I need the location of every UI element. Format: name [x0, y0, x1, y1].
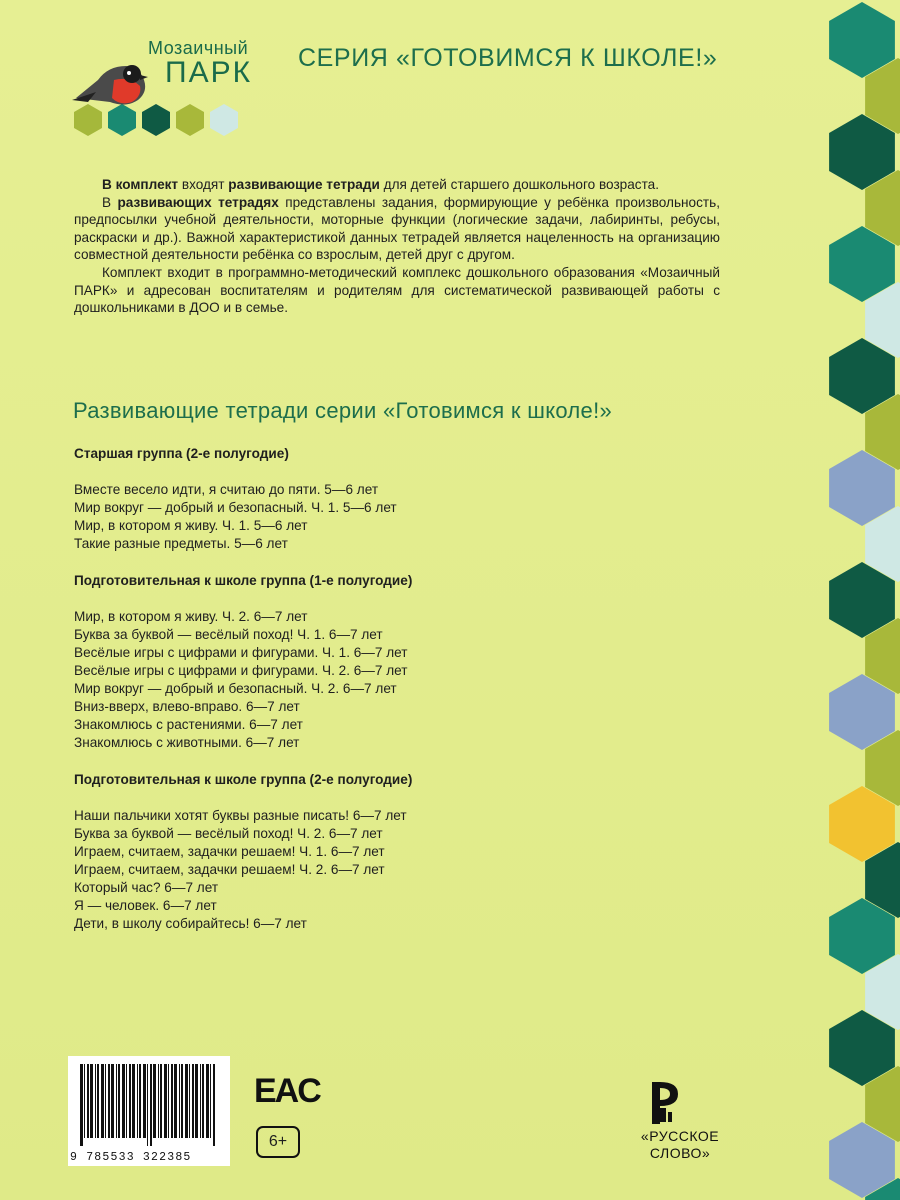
barcode-bar: [80, 1064, 83, 1146]
list-item: Вниз-вверх, влево-вправо. 6—7 лет: [74, 699, 300, 714]
barcode-bar: [139, 1064, 141, 1138]
publisher-line-2: СЛОВО»: [649, 1145, 711, 1161]
barcode-bar: [95, 1064, 96, 1138]
barcode-bar: [137, 1064, 138, 1138]
publisher-name: [620, 1128, 740, 1162]
isbn-number: 9 785533 322385: [70, 1151, 192, 1164]
barcode-bar: [132, 1064, 135, 1138]
intro-paragraph-3: Комплект входит в программно-методический комплекс дошкольного образования «Мозаичный ПАРК» и адресован воспитателям и родителям для систематической развивающей работы с дошкольниками в ДОО и в семье.: [74, 264, 720, 316]
barcode-bar: [97, 1064, 99, 1138]
intro-p2-bold-1: развивающих тетрадях: [117, 194, 279, 210]
group-prep-2: [74, 772, 714, 933]
barcode-bar: [84, 1064, 85, 1138]
group-senior: [74, 446, 714, 553]
barcode-bar: [101, 1064, 104, 1138]
list-item: Играем, считаем, задачки решаем! Ч. 2. 6—7 лет: [74, 862, 385, 877]
intro-p1-bold-1: В комплект: [102, 177, 179, 192]
barcode-bar: [87, 1064, 89, 1138]
section-title: Развивающие тетради серии «Готовимся к школе!»: [73, 398, 613, 423]
group-title: Подготовительная к школе группа (1-е полугодие): [74, 573, 413, 588]
barcode-bar: [200, 1064, 201, 1138]
intro-p2-text-2: представлены задания, формирующие у ребёнка произвольность, предпосылки учебной деятельности, моторные функции (логические задачи, лабиринты, ребусы, раскраски и др.). Важной характеристикой данных тетрадей является нацеленность на организацию совместной деятельности ребёнка со взрослым, детей друг с другом.: [74, 194, 721, 263]
publisher-line-1: «РУССКОЕ: [640, 1128, 720, 1144]
list-item: Вместе весело идти, я считаю до пяти. 5—6 лет: [74, 482, 379, 497]
list-item: Такие разные предметы. 5—6 лет: [74, 536, 288, 551]
group-title: Подготовительная к школе группа (2-е полугодие): [74, 772, 413, 787]
book-list: [74, 608, 714, 752]
barcode-bar: [189, 1064, 190, 1138]
list-item: Наши пальчики хотят буквы разные писать! 6—7 лет: [74, 808, 407, 823]
barcode-bar: [210, 1064, 211, 1138]
barcode-bar: [143, 1064, 146, 1138]
intro-p1-text-1: входят: [178, 177, 229, 192]
age-rating-badge: 6+: [256, 1126, 300, 1158]
barcode-bar: [147, 1064, 148, 1146]
intro-paragraph-1: [74, 176, 720, 194]
list-item: Мир вокруг — добрый и безопасный. Ч. 2. 6—7 лет: [74, 681, 397, 696]
barcode-bar: [108, 1064, 110, 1138]
barcode-bar: [195, 1064, 198, 1138]
barcode-bar: [181, 1064, 183, 1138]
list-item: Мир вокруг — добрый и безопасный. Ч. 1. 5—6 лет: [74, 500, 397, 515]
barcode-bar: [164, 1064, 167, 1138]
barcode-bar: [118, 1064, 120, 1138]
series-title: СЕРИЯ «ГОТОВИМСЯ К ШКОЛЕ!»: [298, 44, 718, 72]
barcode-bar: [171, 1064, 173, 1138]
list-item: Который час? 6—7 лет: [74, 880, 219, 895]
list-item: Дети, в школу собирайтесь! 6—7 лет: [74, 916, 307, 931]
intro-text: [74, 176, 720, 317]
barcode-bar: [202, 1064, 204, 1138]
barcode-bar: [160, 1064, 162, 1138]
barcode-bar: [153, 1064, 156, 1138]
barcode-bar: [213, 1064, 215, 1146]
logo-word-park: ПАРК: [165, 56, 253, 89]
russkoe-slovo-logo-icon: [642, 1076, 686, 1124]
barcode-bar: [105, 1064, 106, 1138]
book-list: [74, 481, 714, 553]
barcode-bar: [185, 1064, 188, 1138]
barcode-bar: [122, 1064, 125, 1138]
list-item: Мир, в котором я живу. Ч. 1. 5—6 лет: [74, 518, 308, 533]
book-list: [74, 807, 714, 933]
list-item: Знакомлюсь с животными. 6—7 лет: [74, 735, 300, 750]
list-item: Весёлые игры с цифрами и фигурами. Ч. 1. 6—7 лет: [74, 645, 408, 660]
list-item: Я — человек. 6—7 лет: [74, 898, 217, 913]
logo-word-mozaichny: Мозаичный: [148, 38, 249, 58]
barcode-bar: [111, 1064, 114, 1138]
intro-p1-bold-2: развивающие тетради: [228, 177, 380, 192]
barcode-bar: [174, 1064, 177, 1138]
group-title: Старшая группа (2-е полугодие): [74, 446, 289, 461]
hexagon-pattern-icon: [800, 0, 900, 1200]
list-item: Знакомлюсь с растениями. 6—7 лет: [74, 717, 303, 732]
barcode-bar: [150, 1064, 152, 1146]
barcode-bar: [116, 1064, 117, 1138]
intro-p2-text-1: В: [102, 194, 118, 210]
list-item: Буква за буквой — весёлый поход! Ч. 2. 6—7 лет: [74, 826, 383, 841]
eac-mark: EAC: [254, 1072, 320, 1110]
barcode-bar: [158, 1064, 159, 1138]
list-item: Играем, считаем, задачки решаем! Ч. 1. 6—7 лет: [74, 844, 385, 859]
barcode-bar: [90, 1064, 93, 1138]
group-prep-1: [74, 573, 714, 752]
list-item: Буква за буквой — весёлый поход! Ч. 1. 6—7 лет: [74, 627, 383, 642]
barcode-bar: [168, 1064, 169, 1138]
barcode-bar: [126, 1064, 127, 1138]
barcode: [68, 1056, 230, 1166]
barcode-bar: [129, 1064, 131, 1138]
intro-paragraph-2: [74, 194, 720, 264]
barcode-bar: [179, 1064, 180, 1138]
list-item: Весёлые игры с цифрами и фигурами. Ч. 2. 6—7 лет: [74, 663, 408, 678]
barcode-bar: [192, 1064, 194, 1138]
barcode-bar: [206, 1064, 209, 1138]
intro-p1-text-2: для детей старшего дошкольного возраста.: [379, 177, 660, 192]
barcode-icon: [78, 1064, 220, 1146]
list-item: Мир, в котором я живу. Ч. 2. 6—7 лет: [74, 609, 308, 624]
hexagon-border-decoration: [800, 0, 900, 1200]
